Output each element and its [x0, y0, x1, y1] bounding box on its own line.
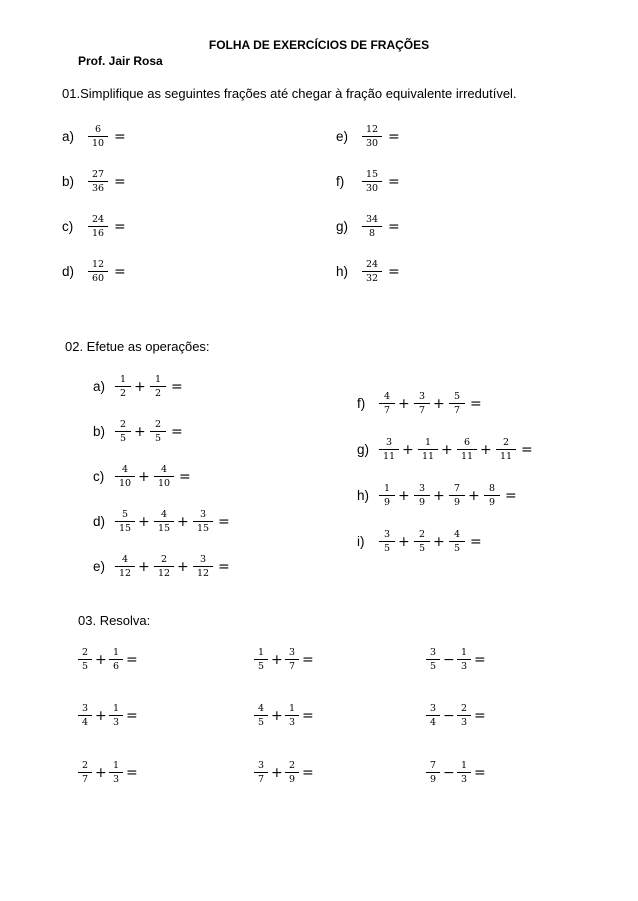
numerator: 2: [150, 419, 166, 432]
fraction: [193, 509, 213, 534]
denominator: 9: [288, 774, 296, 785]
denominator: 7: [418, 405, 426, 416]
operator: +: [402, 442, 414, 458]
numerator: 2: [115, 419, 131, 432]
denominator: 6: [112, 661, 120, 672]
fraction: [362, 214, 382, 239]
numerator: 12: [88, 259, 108, 272]
numerator: 7: [426, 760, 440, 773]
item-label: h): [357, 488, 370, 503]
denominator: 11: [460, 451, 474, 462]
numerator: 6: [88, 124, 108, 137]
fraction: [496, 437, 516, 462]
fraction: [414, 391, 430, 416]
denominator: 30: [365, 183, 379, 194]
equals-sign: =: [470, 396, 482, 412]
denominator: 32: [365, 273, 379, 284]
item-label: b): [93, 424, 106, 439]
denominator: 4: [429, 717, 437, 728]
fraction: [88, 169, 108, 194]
numerator: 1: [457, 760, 471, 773]
numerator: 2: [414, 529, 430, 542]
numerator: 2: [78, 760, 92, 773]
denominator: 3: [112, 774, 120, 785]
fraction: [88, 214, 108, 239]
numerator: 24: [362, 259, 382, 272]
numerator: 3: [285, 647, 299, 660]
operator: +: [398, 488, 410, 504]
operator: +: [480, 442, 492, 458]
operator: +: [177, 514, 189, 530]
operator: +: [138, 559, 150, 575]
denominator: 16: [91, 228, 105, 239]
fraction: [449, 529, 465, 554]
numerator: 2: [457, 703, 471, 716]
fraction: [154, 554, 174, 579]
fraction: [88, 259, 108, 284]
fraction: [457, 703, 471, 728]
fraction: [449, 391, 465, 416]
fraction: [109, 703, 123, 728]
item-label: i): [357, 534, 365, 549]
denominator: 3: [112, 717, 120, 728]
fraction: [362, 259, 382, 284]
operator: +: [138, 469, 150, 485]
operator: −: [443, 708, 455, 724]
equals-sign: =: [474, 708, 486, 724]
denominator: 9: [429, 774, 437, 785]
denominator: 4: [81, 717, 89, 728]
denominator: 7: [383, 405, 391, 416]
equals-sign: =: [114, 129, 126, 145]
question-2-prompt: 02. Efetue as operações:: [65, 339, 210, 354]
denominator: 15: [157, 523, 171, 534]
denominator: 12: [157, 568, 171, 579]
numerator: 5: [449, 391, 465, 404]
denominator: 30: [365, 138, 379, 149]
fraction: [379, 483, 395, 508]
denominator: 3: [460, 717, 468, 728]
numerator: 3: [78, 703, 92, 716]
equals-sign: =: [505, 488, 517, 504]
equals-sign: =: [179, 469, 191, 485]
numerator: 3: [414, 483, 430, 496]
question-3-number: 03: [78, 613, 93, 628]
equals-sign: =: [388, 129, 400, 145]
numerator: 1: [109, 647, 123, 660]
equals-sign: =: [474, 765, 486, 781]
numerator: 2: [78, 647, 92, 660]
item-label: e): [93, 559, 106, 574]
numerator: 4: [379, 391, 395, 404]
numerator: 3: [379, 529, 395, 542]
item-label: b): [62, 174, 75, 189]
denominator: 5: [154, 433, 162, 444]
operator: +: [398, 396, 410, 412]
denominator: 5: [418, 543, 426, 554]
equals-sign: =: [126, 652, 138, 668]
denominator: 2: [154, 388, 162, 399]
numerator: 1: [109, 760, 123, 773]
denominator: 11: [499, 451, 513, 462]
equals-sign: =: [388, 219, 400, 235]
denominator: 9: [383, 497, 391, 508]
item-label: c): [62, 219, 74, 234]
equals-sign: =: [171, 379, 183, 395]
fraction: [449, 483, 465, 508]
equals-sign: =: [302, 765, 314, 781]
fraction: [150, 419, 166, 444]
numerator: 1: [457, 647, 471, 660]
denominator: 9: [453, 497, 461, 508]
numerator: 27: [88, 169, 108, 182]
fraction: [362, 124, 382, 149]
numerator: 1: [109, 703, 123, 716]
fraction: [379, 391, 395, 416]
denominator: 10: [91, 138, 105, 149]
fraction: [379, 437, 399, 462]
item-label: g): [336, 219, 349, 234]
fraction: [150, 374, 166, 399]
operator: +: [433, 534, 445, 550]
denominator: 7: [288, 661, 296, 672]
operator: +: [468, 488, 480, 504]
numerator: 3: [254, 760, 268, 773]
denominator: 9: [418, 497, 426, 508]
denominator: 36: [91, 183, 105, 194]
denominator: 15: [118, 523, 132, 534]
operator: +: [138, 514, 150, 530]
item-label: d): [93, 514, 106, 529]
fraction: [484, 483, 500, 508]
operator: +: [134, 424, 146, 440]
denominator: 5: [257, 717, 265, 728]
denominator: 5: [119, 433, 127, 444]
equals-sign: =: [126, 708, 138, 724]
denominator: 5: [81, 661, 89, 672]
fraction: [426, 647, 440, 672]
denominator: 12: [196, 568, 210, 579]
operator: +: [95, 765, 107, 781]
numerator: 3: [379, 437, 399, 450]
numerator: 1: [418, 437, 438, 450]
item-label: e): [336, 129, 349, 144]
denominator: 5: [453, 543, 461, 554]
fraction: [154, 509, 174, 534]
fraction: [285, 760, 299, 785]
operator: +: [95, 708, 107, 724]
numerator: 4: [154, 509, 174, 522]
denominator: 11: [382, 451, 396, 462]
numerator: 2: [154, 554, 174, 567]
fraction: [254, 760, 268, 785]
item-label: a): [93, 379, 106, 394]
question-3-prompt: [78, 613, 150, 628]
numerator: 4: [154, 464, 174, 477]
equals-sign: =: [302, 652, 314, 668]
fraction: [78, 760, 92, 785]
fraction: [457, 760, 471, 785]
fraction: [78, 703, 92, 728]
fraction: [426, 703, 440, 728]
operator: +: [398, 534, 410, 550]
denominator: 7: [81, 774, 89, 785]
author-name: Prof. Jair Rosa: [78, 54, 163, 68]
denominator: 60: [91, 273, 105, 284]
fraction: [115, 419, 131, 444]
numerator: 3: [426, 647, 440, 660]
equals-sign: =: [114, 264, 126, 280]
item-label: g): [357, 442, 370, 457]
equals-sign: =: [114, 219, 126, 235]
fraction: [254, 647, 268, 672]
numerator: 4: [449, 529, 465, 542]
page-title: FOLHA DE EXERCÍCIOS DE FRAÇÕES: [208, 38, 430, 52]
numerator: 1: [379, 483, 395, 496]
denominator: 5: [383, 543, 391, 554]
numerator: 6: [457, 437, 477, 450]
numerator: 5: [115, 509, 135, 522]
equals-sign: =: [114, 174, 126, 190]
numerator: 7: [449, 483, 465, 496]
numerator: 3: [414, 391, 430, 404]
denominator: 12: [118, 568, 132, 579]
fraction: [457, 647, 471, 672]
operator: −: [443, 652, 455, 668]
fraction: [109, 647, 123, 672]
numerator: 34: [362, 214, 382, 227]
numerator: 3: [193, 554, 213, 567]
numerator: 8: [484, 483, 500, 496]
numerator: 3: [193, 509, 213, 522]
denominator: 10: [118, 478, 132, 489]
fraction: [115, 374, 131, 399]
operator: +: [271, 652, 283, 668]
denominator: 15: [196, 523, 210, 534]
numerator: 2: [285, 760, 299, 773]
fraction: [362, 169, 382, 194]
fraction: [426, 760, 440, 785]
item-label: d): [62, 264, 75, 279]
fraction: [115, 464, 135, 489]
numerator: 1: [285, 703, 299, 716]
operator: +: [134, 379, 146, 395]
item-label: c): [93, 469, 105, 484]
fraction: [254, 703, 268, 728]
numerator: 1: [254, 647, 268, 660]
operator: +: [271, 708, 283, 724]
equals-sign: =: [218, 559, 230, 575]
operator: +: [441, 442, 453, 458]
denominator: 3: [460, 774, 468, 785]
item-label: f): [357, 396, 366, 411]
fraction: [414, 529, 430, 554]
fraction: [414, 483, 430, 508]
numerator: 15: [362, 169, 382, 182]
operator: −: [443, 765, 455, 781]
denominator: 5: [429, 661, 437, 672]
equals-sign: =: [218, 514, 230, 530]
denominator: 11: [421, 451, 435, 462]
fraction: [379, 529, 395, 554]
fraction: [457, 437, 477, 462]
fraction: [285, 647, 299, 672]
numerator: 4: [115, 464, 135, 477]
operator: +: [95, 652, 107, 668]
operator: +: [433, 396, 445, 412]
fraction: [109, 760, 123, 785]
item-label: h): [336, 264, 349, 279]
equals-sign: =: [171, 424, 183, 440]
numerator: 4: [115, 554, 135, 567]
denominator: 3: [460, 661, 468, 672]
item-label: a): [62, 129, 75, 144]
denominator: 8: [368, 228, 376, 239]
equals-sign: =: [302, 708, 314, 724]
operator: +: [433, 488, 445, 504]
question-3-text: . Resolva:: [92, 613, 151, 628]
numerator: 12: [362, 124, 382, 137]
question-1-prompt: 01.Simplifique as seguintes frações até chegar à fração equivalente irredutível.: [62, 86, 517, 101]
fraction: [115, 509, 135, 534]
denominator: 3: [288, 717, 296, 728]
numerator: 1: [115, 374, 131, 387]
numerator: 1: [150, 374, 166, 387]
denominator: 7: [453, 405, 461, 416]
equals-sign: =: [126, 765, 138, 781]
denominator: 9: [488, 497, 496, 508]
item-label: f): [336, 174, 345, 189]
equals-sign: =: [474, 652, 486, 668]
operator: +: [271, 765, 283, 781]
denominator: 10: [157, 478, 171, 489]
equals-sign: =: [521, 442, 533, 458]
equals-sign: =: [388, 264, 400, 280]
operator: +: [177, 559, 189, 575]
fraction: [418, 437, 438, 462]
numerator: 4: [254, 703, 268, 716]
numerator: 3: [426, 703, 440, 716]
numerator: 24: [88, 214, 108, 227]
fraction: [88, 124, 108, 149]
numerator: 2: [496, 437, 516, 450]
fraction: [193, 554, 213, 579]
equals-sign: =: [470, 534, 482, 550]
fraction: [115, 554, 135, 579]
denominator: 2: [119, 388, 127, 399]
fraction: [154, 464, 174, 489]
fraction: [285, 703, 299, 728]
equals-sign: =: [388, 174, 400, 190]
fraction: [78, 647, 92, 672]
denominator: 5: [257, 661, 265, 672]
denominator: 7: [257, 774, 265, 785]
